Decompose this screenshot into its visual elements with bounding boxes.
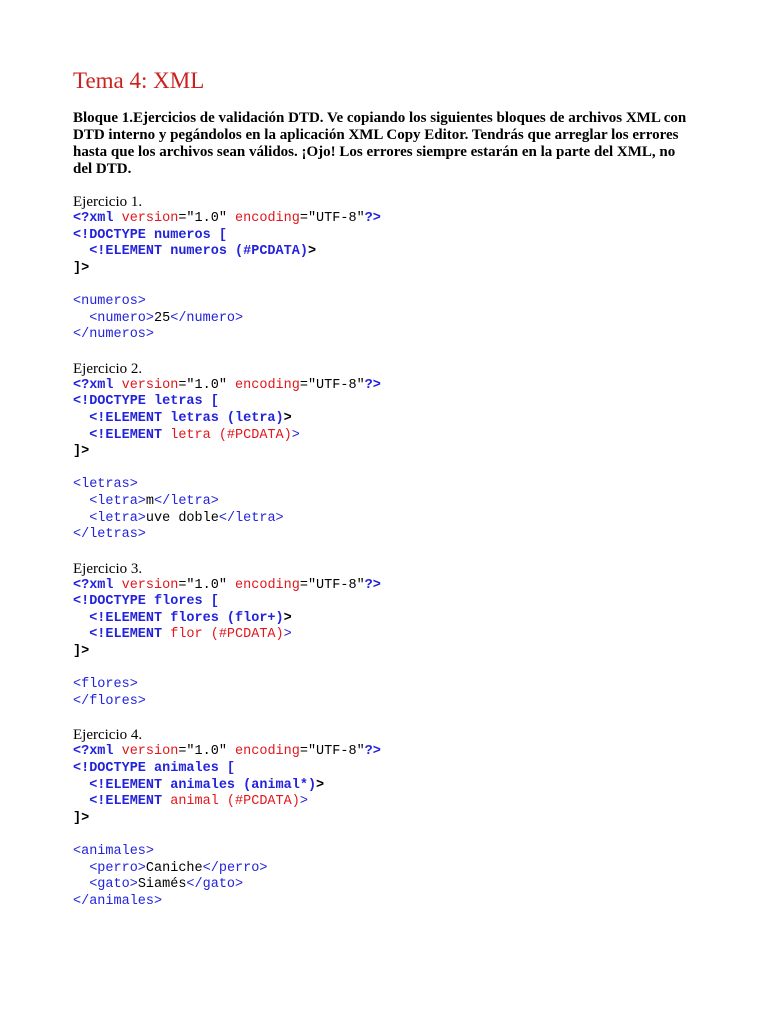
page-title: Tema 4: XML [73,68,205,93]
code-token: ="UTF-8" [299,577,365,593]
code-token: > [299,794,308,810]
code-token: </letras> [73,527,146,543]
code-token: </numero> [170,310,244,326]
code-line [73,644,698,661]
code-line [73,794,698,811]
code-token: ?> [364,211,381,226]
code-line [73,378,698,395]
code-token: <letra> [73,493,146,509]
code-token: ]> [73,644,90,660]
code-token: ]> [73,260,90,276]
code-blank-line [73,461,698,478]
code-token: ?> [364,744,381,760]
exercise-block [73,361,698,544]
code-line [73,311,698,328]
code-token: m [145,493,155,509]
code-token: <!ELEMENT flores (flor+) [73,610,284,626]
code-token: ]> [73,810,90,826]
code-line [73,778,698,795]
code-line [73,894,698,911]
code-line [73,527,698,544]
code-token: </animales> [73,893,163,909]
code-line [73,627,698,644]
code-token: <numeros> [73,293,146,309]
code-line [73,578,698,595]
code-token: animal (#PCDATA) [170,794,300,810]
code-line [73,844,698,861]
code-token: <!DOCTYPE numeros [ [73,227,227,243]
code-token: </perro> [202,860,268,876]
code-line [73,511,698,528]
code-line [73,761,698,778]
exercise-title: Ejercicio 3. [73,560,143,577]
code-token: <!DOCTYPE flores [ [73,594,219,610]
code-blank-line [73,277,698,294]
exercise-title: Ejercicio 2. [73,360,143,377]
code-token: </flores> [73,693,146,709]
code-blank-line [73,661,698,678]
code-token: </numeros> [73,327,155,343]
code-token: > [291,427,300,443]
code-token: ="1.0" [178,211,236,226]
code-token: <!DOCTYPE animales [ [73,761,236,777]
code-token: version [121,377,179,393]
code-token: ?> [364,577,381,593]
code-token: <flores> [73,677,138,693]
code-token: <letras> [73,477,138,493]
code-token: <?xml [73,577,122,593]
intro-paragraph: Bloque 1.Ejercicios de validación DTD. Ve copiando los siguientes bloques de archivos XML con DTD interno y pegándolos en la aplicación XML Copy Editor. Tendrás que arreglar los errores hasta que los archivos sean válidos. ¡Ojo! Los errores siempre estarán en la parte del XML, no del DTD. [73,110,687,177]
code-block [73,378,698,544]
code-token: <gato> [73,877,138,893]
code-token: version [121,744,179,760]
code-token: <?xml [73,211,122,226]
code-token: Caniche [145,860,203,876]
code-token: ="1.0" [178,377,236,393]
code-line [73,611,698,628]
code-blank-line [73,827,698,844]
code-line [73,261,698,278]
code-line [73,444,698,461]
code-token: <?xml [73,744,122,760]
exercise-block [73,727,698,910]
code-line [73,677,698,694]
code-token: > [283,410,292,426]
code-token: <!ELEMENT [73,427,171,443]
code-token: <letra> [73,510,146,526]
code-token: <perro> [73,860,146,876]
code-token: </letra> [218,510,284,526]
code-token: ="UTF-8" [299,377,365,393]
code-token: <!ELEMENT letras (letra) [73,410,284,426]
code-token: ?> [364,377,381,393]
code-token: > [283,610,292,626]
code-token: <!ELEMENT animales (animal*) [73,777,317,793]
code-block [73,744,698,910]
exercise-title: Ejercicio 1. [73,194,143,210]
code-token: <animales> [73,844,155,859]
code-token: > [307,244,317,260]
code-line [73,694,698,711]
code-line [73,211,698,228]
code-token: encoding [235,577,300,593]
code-token: letra (#PCDATA) [170,427,292,443]
code-token: version [121,211,179,226]
code-line [73,477,698,494]
code-line [73,811,698,828]
code-token: <?xml [73,377,122,393]
code-line [73,428,698,445]
code-line [73,877,698,894]
code-token: > [283,627,292,643]
code-token: ="1.0" [178,744,236,760]
code-token: <!ELEMENT [73,794,171,810]
code-block [73,211,698,344]
code-token: uve doble [145,510,219,526]
exercise-block [73,194,698,344]
code-token: encoding [235,377,300,393]
code-line [73,244,698,261]
code-token: ="UTF-8" [299,744,365,760]
code-token: encoding [235,211,300,226]
code-token: </gato> [186,877,244,893]
code-token: </letra> [154,493,219,509]
code-token: ]> [73,444,90,460]
code-line [73,327,698,344]
code-token: <!DOCTYPE letras [ [73,394,219,410]
code-token: encoding [235,744,300,760]
code-token: ="1.0" [178,577,236,593]
code-line [73,744,698,761]
code-block [73,578,698,711]
code-token: version [121,577,179,593]
code-line [73,494,698,511]
code-token: > [316,777,325,793]
document-page [73,66,698,927]
code-line [73,228,698,245]
code-line [73,594,698,611]
code-token: 25 [154,310,171,326]
code-token: ="UTF-8" [299,211,365,226]
code-line [73,411,698,428]
exercise-block [73,561,698,711]
code-token: <!ELEMENT numeros (#PCDATA) [73,244,308,260]
exercise-title: Ejercicio 4. [73,727,143,744]
code-line [73,861,698,878]
code-token: <numero> [73,310,155,326]
code-line [73,294,698,311]
code-token: Siamés [137,877,187,893]
code-line [73,394,698,411]
code-token: <!ELEMENT [73,627,171,643]
code-token: flor (#PCDATA) [170,627,284,643]
